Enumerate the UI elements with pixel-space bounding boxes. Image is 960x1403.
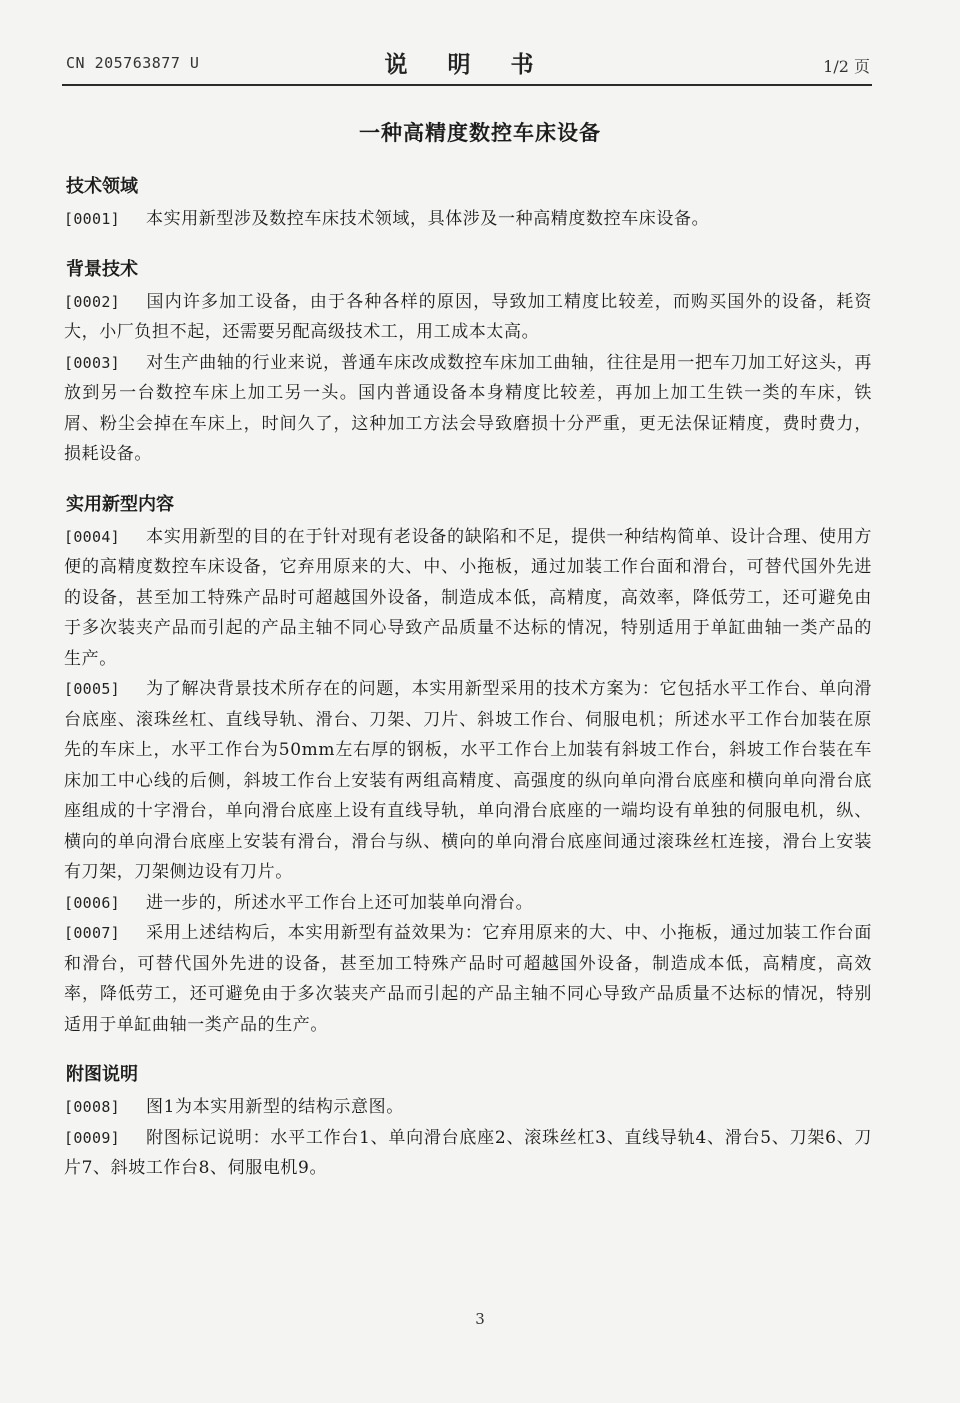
paragraph-text: 本实用新型的目的在于针对现有老设备的缺陷和不足，提供一种结构简单、设计合理、使用方便的高精度数控车床设备，它弃用原来的大、中、小拖板，通过加装工作台面和滑台，可替代国外先进的设备，甚至加工特殊产品时可超越国外设备，制造成本低，高精度，高效率，降低劳工，还可避免由于多次装夹产品而引起的产品主轴不同心导致产品质量不达标的情况，特别适用于单缸曲轴一类产品的生产。 (64, 526, 872, 669)
page-number: 3 (475, 1310, 485, 1328)
paragraph (64, 918, 872, 1040)
page-indicator: 1/2 页 (823, 57, 870, 76)
paragraph-number: [0002] (64, 292, 120, 311)
section-heading: 实用新型内容 (66, 493, 174, 515)
document-title: 一种高精度数控车床设备 (359, 121, 601, 145)
paragraph-text: 本实用新型涉及数控车床技术领域，具体涉及一种高精度数控车床设备。 (146, 209, 710, 229)
paragraph-number: [0003] (64, 353, 120, 372)
paragraph-text: 对生产曲轴的行业来说，普通车床改成数控车床加工曲轴，往往是用一把车刀加工好这头，再放到另一台数控车床上加工另一头。国内普通设备本身精度比较差，再加上加工生铁一类的车床，铁屑、粉尘会掉在车床上，时间久了，这种加工方法会导致磨损十分严重，更无法保证精度，费时费力，损耗设备。 (64, 352, 872, 464)
paragraph-text: 图1为本实用新型的结构示意图。 (146, 1097, 404, 1117)
paragraph (64, 888, 872, 919)
section-figure-description (64, 1062, 872, 1184)
paragraph-number: [0008] (64, 1098, 120, 1116)
paragraph (64, 204, 872, 235)
document-body (64, 174, 872, 1206)
paragraph-text: 采用上述结构后，本实用新型有益效果为：它弃用原来的大、中、小拖板，通过加装工作台面和滑台，可替代国外先进的设备，甚至加工特殊产品时可超越国外设备，制造成本低，高精度，高效率，降低劳工，还可避免由于多次装夹产品而引起的产品主轴不同心导致产品质量不达标的情况，特别适用于单缸曲轴一类产品的生产。 (64, 923, 872, 1035)
paragraph-text: 国内许多加工设备，由于各种各样的原因，导致加工精度比较差，而购买国外的设备，耗资大，小厂负担不起，还需要另配高级技术工，用工成本太高。 (64, 291, 872, 342)
section-background (64, 257, 872, 470)
paragraph (64, 1092, 872, 1123)
patent-number: CN 205763877 U (66, 54, 200, 72)
paragraph-text: 进一步的，所述水平工作台上还可加装单向滑台。 (146, 892, 534, 913)
section-technical-field (64, 174, 872, 235)
section-heading: 附图说明 (66, 1064, 138, 1085)
paragraph (64, 1123, 872, 1184)
page-header (62, 44, 872, 84)
paragraph-number: [0009] (64, 1128, 120, 1147)
paragraph (64, 287, 872, 348)
paragraph-number: [0006] (64, 893, 120, 912)
paragraph (64, 348, 872, 470)
section-heading: 背景技术 (66, 258, 138, 280)
paragraph-text: 为了解决背景技术所存在的问题，本实用新型采用的技术方案为：它包括水平工作台、单向滑台底座、滚珠丝杠、直线导轨、滑台、刀架、刀片、斜坡工作台、伺服电机；所述水平工作台加装在原先的车床上，水平工作台为50mm左右厚的钢板，水平工作台上加装有斜坡工作台，斜坡工作台装在车床加工中心线的后侧，斜坡工作台上安装有两组高精度、高强度的纵向单向滑台底座和横向单向滑台底座组成的十字滑台，单向滑台底座上设有直线导轨，单向滑台底座的一端均设有单独的伺服电机，纵、横向的单向滑台底座上安装有滑台，滑台与纵、横向的单向滑台底座间通过滚珠丝杠连接，滑台上安装有刀架，刀架侧边设有刀片。 (64, 679, 872, 882)
paragraph-text: 附图标记说明：水平工作台1、单向滑台底座2、滚珠丝杠3、直线导轨4、滑台5、刀架6、刀片7、斜坡工作台8、伺服电机9。 (64, 1127, 872, 1178)
header-divider (62, 84, 872, 86)
paragraph-number: [0004] (64, 527, 120, 546)
paragraph (64, 522, 872, 675)
paragraph-number: [0005] (64, 680, 120, 698)
paragraph-number: [0007] (64, 924, 120, 942)
section-heading: 技术领域 (66, 176, 138, 197)
paragraph-number: [0001] (64, 210, 120, 228)
section-utility-model-content (64, 492, 872, 1041)
paragraph (64, 674, 872, 888)
header-title: 说 明 书 (384, 52, 550, 78)
